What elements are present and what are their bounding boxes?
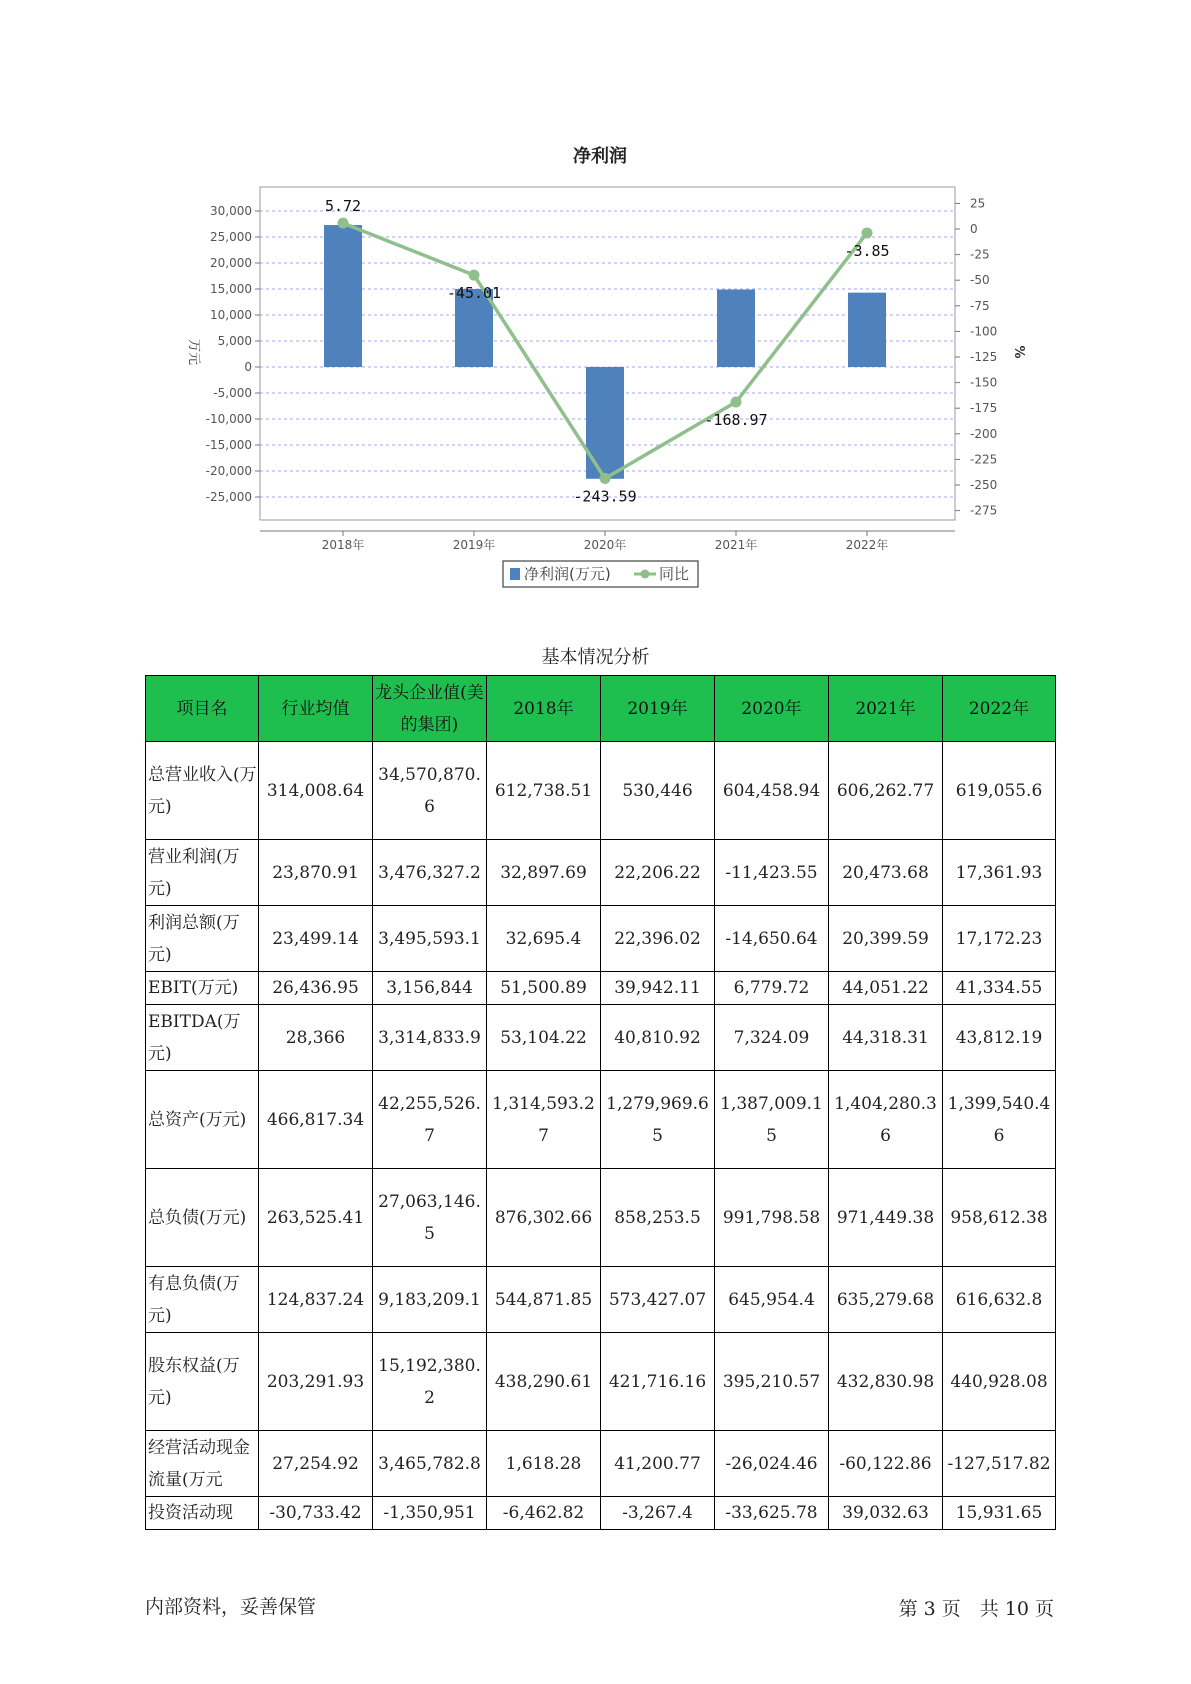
table-cell: 53,104.22 [487, 1005, 601, 1071]
basic-info-table [145, 675, 1056, 1530]
yoy-point-2020年 [600, 473, 611, 484]
table-cell: 958,612.38 [943, 1169, 1056, 1267]
table-cell: 971,449.38 [829, 1169, 943, 1267]
y-right-tick-label: -25 [970, 247, 990, 262]
table-cell: 466,817.34 [259, 1071, 373, 1169]
net-profit-chart [0, 0, 1191, 600]
table-cell: 645,954.4 [715, 1267, 829, 1333]
table-cell: -33,625.78 [715, 1497, 829, 1530]
table-header-cell: 2018年 [487, 676, 601, 742]
chart-svg [0, 0, 1191, 600]
table-header-cell: 项目名 [146, 676, 259, 742]
y-right-tick-label: -250 [970, 478, 998, 492]
table-cell: 22,396.02 [601, 906, 715, 972]
legend-line-label: 同比 [659, 565, 690, 583]
table-cell: 3,495,593.1 [373, 906, 487, 972]
y-right-tick-label: 25 [970, 196, 986, 211]
table-cell: 17,172.23 [943, 906, 1056, 972]
bar-2018年 [324, 225, 362, 367]
table-cell: 26,436.95 [259, 972, 373, 1005]
table-cell: -1,350,951 [373, 1497, 487, 1530]
yoy-data-label: -45.01 [446, 284, 502, 303]
table-cell: 876,302.66 [487, 1169, 601, 1267]
y-right-tick-label: 0 [970, 222, 978, 236]
table-title: 基本情况分析 [541, 647, 650, 668]
table-row [146, 1497, 1056, 1530]
table-row [146, 906, 1056, 972]
table-cell: 34,570,870.6 [373, 742, 487, 840]
table-cell: 41,200.77 [601, 1431, 715, 1497]
yoy-point-2019年 [469, 270, 480, 281]
legend-bar-label: 净利润(万元) [524, 565, 611, 583]
table-header-cell: 龙头企业值(美的集团) [373, 676, 487, 742]
table-cell: -26,024.46 [715, 1431, 829, 1497]
y-left-tick-label: 20,000 [210, 256, 252, 270]
row-label-cell: 经营活动现金流量(万元 [146, 1431, 259, 1497]
table-header-cell: 2020年 [715, 676, 829, 742]
table-cell: 40,810.92 [601, 1005, 715, 1071]
table-cell: 43,812.19 [943, 1005, 1056, 1071]
table-cell: 440,928.08 [943, 1333, 1056, 1431]
table-cell: 32,695.4 [487, 906, 601, 972]
yoy-data-label: 5.72 [324, 197, 362, 216]
row-label-cell: 投资活动现 [146, 1497, 259, 1530]
x-tick-label: 2021年 [714, 538, 758, 552]
table-cell: 27,063,146.5 [373, 1169, 487, 1267]
table-cell: 3,465,782.8 [373, 1431, 487, 1497]
row-label-cell: 总资产(万元) [146, 1071, 259, 1169]
table-row [146, 1431, 1056, 1497]
table-cell: 1,618.28 [487, 1431, 601, 1497]
table-cell: 42,255,526.7 [373, 1071, 487, 1169]
y-right-tick-label: -100 [970, 324, 998, 339]
yoy-point-2018年 [338, 218, 349, 229]
table-cell: 3,476,327.2 [373, 840, 487, 906]
table-cell: 44,318.31 [829, 1005, 943, 1071]
y-left-tick-label: 30,000 [210, 204, 252, 218]
table-cell: 9,183,209.1 [373, 1267, 487, 1333]
footer-confidential-note: 内部资料，妥善保管 [145, 1596, 317, 1618]
y-left-tick-label: -15,000 [205, 438, 252, 452]
y-left-tick-label: 10,000 [210, 308, 252, 322]
legend-line-marker [641, 570, 650, 579]
table-cell: -6,462.82 [487, 1497, 601, 1530]
table-row [146, 1267, 1056, 1333]
table-header-row [146, 676, 1056, 742]
table-cell: 1,399,540.46 [943, 1071, 1056, 1169]
y-left-tick-label: -25,000 [205, 490, 252, 504]
table-cell: 3,314,833.9 [373, 1005, 487, 1071]
table-cell: 530,446 [601, 742, 715, 840]
table-row [146, 1169, 1056, 1267]
table-cell: 263,525.41 [259, 1169, 373, 1267]
row-label-cell: EBIT(万元) [146, 972, 259, 1005]
y-right-tick-label: -200 [970, 426, 998, 441]
table-cell: 573,427.07 [601, 1267, 715, 1333]
yoy-data-label: -243.59 [573, 487, 637, 506]
y-right-tick-label: -150 [970, 375, 998, 390]
table-cell: 32,897.69 [487, 840, 601, 906]
table-cell: 635,279.68 [829, 1267, 943, 1333]
y-right-tick-label: -125 [970, 350, 998, 364]
table-cell: 203,291.93 [259, 1333, 373, 1431]
y-right-axis-title: % [1011, 345, 1026, 359]
table-cell: 124,837.24 [259, 1267, 373, 1333]
yoy-point-2022年 [862, 227, 873, 238]
yoy-data-label: -168.97 [704, 411, 768, 430]
table-cell: 1,279,969.65 [601, 1071, 715, 1169]
table-cell: 15,931.65 [943, 1497, 1056, 1530]
y-left-tick-label: -10,000 [205, 412, 252, 426]
table-cell: 27,254.92 [259, 1431, 373, 1497]
table-cell: 41,334.55 [943, 972, 1056, 1005]
table-cell: 1,314,593.27 [487, 1071, 601, 1169]
y-left-tick-label: -5,000 [213, 386, 252, 400]
x-tick-label: 2022年 [845, 538, 889, 552]
table-cell: 17,361.93 [943, 840, 1056, 906]
table-cell: 51,500.89 [487, 972, 601, 1005]
table-row [146, 1071, 1056, 1169]
table-cell: 432,830.98 [829, 1333, 943, 1431]
row-label-cell: 总营业收入(万元) [146, 742, 259, 840]
row-label-cell: 股东权益(万元) [146, 1333, 259, 1431]
table-cell: 612,738.51 [487, 742, 601, 840]
x-tick-label: 2018年 [321, 538, 365, 552]
y-right-tick-label: -50 [970, 273, 990, 288]
y-right-tick-label: -175 [970, 401, 998, 416]
table-cell: -60,122.86 [829, 1431, 943, 1497]
table-cell: 44,051.22 [829, 972, 943, 1005]
bar-2020年 [586, 367, 624, 479]
table-cell: 6,779.72 [715, 972, 829, 1005]
table-cell: 544,871.85 [487, 1267, 601, 1333]
y-left-axis-title: 万元 [186, 338, 201, 366]
table-cell: 606,262.77 [829, 742, 943, 840]
table-cell: 23,870.91 [259, 840, 373, 906]
y-left-tick-label: -20,000 [205, 464, 252, 478]
bar-2021年 [717, 290, 755, 367]
chart-title: 净利润 [573, 146, 627, 167]
table-body [146, 742, 1056, 1530]
y-left-tick-label: 15,000 [210, 282, 252, 296]
table-cell: 858,253.5 [601, 1169, 715, 1267]
table-cell: 20,473.68 [829, 840, 943, 906]
table-cell: 7,324.09 [715, 1005, 829, 1071]
table-cell: 22,206.22 [601, 840, 715, 906]
row-label-cell: EBITDA(万元) [146, 1005, 259, 1071]
row-label-cell: 有息负债(万元) [146, 1267, 259, 1333]
table-cell: 991,798.58 [715, 1169, 829, 1267]
table-cell: 23,499.14 [259, 906, 373, 972]
table-cell: 1,404,280.36 [829, 1071, 943, 1169]
table-header-cell: 2021年 [829, 676, 943, 742]
table-row [146, 972, 1056, 1005]
table-cell: 395,210.57 [715, 1333, 829, 1431]
legend-bar-swatch [510, 568, 520, 580]
table-cell: 1,387,009.15 [715, 1071, 829, 1169]
table-header-cell: 2022年 [943, 676, 1056, 742]
yoy-data-label: -3.85 [844, 241, 890, 260]
table-cell: -3,267.4 [601, 1497, 715, 1530]
row-label-cell: 营业利润(万元) [146, 840, 259, 906]
table-cell: 3,156,844 [373, 972, 487, 1005]
table-header-cell: 行业均值 [259, 676, 373, 742]
table-cell: 15,192,380.2 [373, 1333, 487, 1431]
y-right-tick-label: -75 [970, 298, 990, 313]
x-tick-label: 2019年 [452, 538, 496, 552]
table-row [146, 1333, 1056, 1431]
y-left-tick-label: 5,000 [217, 334, 252, 348]
y-left-tick-label: 25,000 [210, 230, 252, 244]
table-cell: -30,733.42 [259, 1497, 373, 1530]
table-cell: 39,942.11 [601, 972, 715, 1005]
table-cell: 421,716.16 [601, 1333, 715, 1431]
table-cell: 39,032.63 [829, 1497, 943, 1530]
y-left-tick-label: 0 [244, 360, 252, 374]
footer-page-number: 第 3 页 共 10 页 [898, 1598, 1054, 1620]
table-cell: 604,458.94 [715, 742, 829, 840]
table-cell: 20,399.59 [829, 906, 943, 972]
row-label-cell: 总负债(万元) [146, 1169, 259, 1267]
x-tick-label: 2020年 [583, 538, 627, 552]
table-cell: 616,632.8 [943, 1267, 1056, 1333]
table-cell: 28,366 [259, 1005, 373, 1071]
table-cell: -14,650.64 [715, 906, 829, 972]
table-cell: 619,055.6 [943, 742, 1056, 840]
table-cell: -127,517.82 [943, 1431, 1056, 1497]
table-header-cell: 2019年 [601, 676, 715, 742]
row-label-cell: 利润总额(万元) [146, 906, 259, 972]
y-right-tick-label: -275 [970, 503, 998, 518]
table-row [146, 742, 1056, 840]
table-cell: 438,290.61 [487, 1333, 601, 1431]
bar-2022年 [848, 293, 886, 367]
yoy-point-2021年 [731, 397, 742, 408]
table-row [146, 1005, 1056, 1071]
table-row [146, 840, 1056, 906]
y-right-tick-label: -225 [970, 452, 998, 467]
table-cell: 314,008.64 [259, 742, 373, 840]
table-cell: -11,423.55 [715, 840, 829, 906]
